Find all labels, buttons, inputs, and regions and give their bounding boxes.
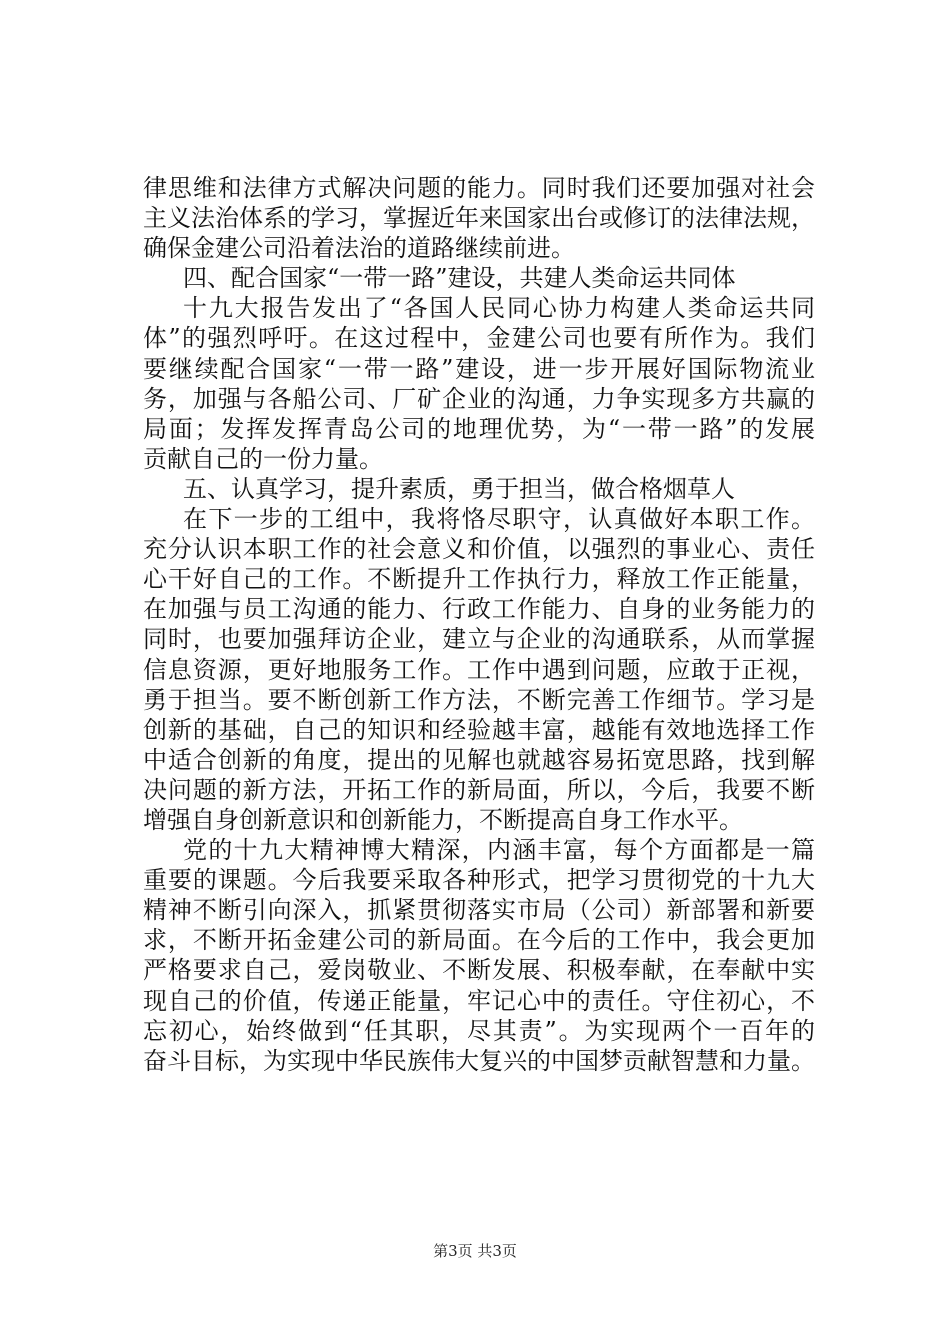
text-line: 心干好自己的工作。不断提升工作执行力，释放工作正能量， xyxy=(143,565,815,594)
text-line: 体”的强烈呼吁。在这过程中，金建公司也要有所作为。我们 xyxy=(143,324,815,353)
text-line: 现自己的价值，传递正能量，牢记心中的责任。守住初心，不 xyxy=(143,986,815,1015)
text-line: 在下一步的工组中，我将恪尽职守，认真做好本职工作。 xyxy=(183,505,815,534)
text-line: 信息资源，更好地服务工作。工作中遇到问题，应敢于正视， xyxy=(143,655,815,684)
text-line: 五、认真学习，提升素质，勇于担当，做合格烟草人 xyxy=(183,474,735,503)
document-body xyxy=(143,173,815,1076)
text-line: 十九大报告发出了“各国人民同心协力构建人类命运共同 xyxy=(183,294,815,323)
text-line: 要继续配合国家“一带一路”建设，进一步开展好国际物流业 xyxy=(143,354,815,383)
text-line: 创新的基础，自己的知识和经验越丰富，越能有效地选择工作 xyxy=(143,715,815,744)
text-line: 勇于担当。要不断创新工作方法，不断完善工作细节。学习是 xyxy=(143,685,815,714)
text-line: 重要的课题。今后我要采取各种形式，把学习贯彻党的十九大 xyxy=(143,866,815,895)
text-line: 局面；发挥发挥青岛公司的地理优势，为“一带一路”的发展 xyxy=(143,414,815,443)
page-footer: 第3页 共3页 xyxy=(433,1242,517,1260)
text-line: 同时，也要加强拜访企业，建立与企业的沟通联系，从而掌握 xyxy=(143,625,815,654)
text-line: 决问题的新方法，开拓工作的新局面，所以，今后，我要不断 xyxy=(143,775,815,804)
text-line: 主义法治体系的学习，掌握近年来国家出台或修订的法律法规， xyxy=(143,204,815,233)
text-line: 党的十九大精神博大精深，内涵丰富，每个方面都是一篇 xyxy=(183,836,815,865)
text-line: 求，不断开拓金建公司的新局面。在今后的工作中，我会更加 xyxy=(143,926,815,955)
text-line: 在加强与员工沟通的能力、行政工作能力、自身的业务能力的 xyxy=(143,595,815,624)
text-line: 充分认识本职工作的社会意义和价值，以强烈的事业心、责任 xyxy=(143,535,815,564)
text-line: 忘初心，始终做到“任其职，尽其责”。为实现两个一百年的 xyxy=(143,1016,815,1045)
text-line: 四、配合国家“一带一路”建设，共建人类命运共同体 xyxy=(183,264,736,293)
text-line: 贡献自己的一份力量。 xyxy=(143,444,383,473)
text-line: 增强自身创新意识和创新能力，不断提高自身工作水平。 xyxy=(143,805,743,834)
text-line: 务，加强与各船公司、厂矿企业的沟通，力争实现多方共赢的 xyxy=(143,384,815,413)
text-line: 奋斗目标，为实现中华民族伟大复兴的中国梦贡献智慧和力量。 xyxy=(143,1046,815,1075)
text-line: 中适合创新的角度，提出的见解也就越容易拓宽思路，找到解 xyxy=(143,745,815,774)
text-line: 确保金建公司沿着法治的道路继续前进。 xyxy=(143,234,575,263)
text-line: 精神不断引向深入，抓紧贯彻落实市局（公司）新部署和新要 xyxy=(143,896,815,925)
text-line: 律思维和法律方式解决问题的能力。同时我们还要加强对社会 xyxy=(143,174,815,202)
text-line: 严格要求自己，爱岗敬业、不断发展、积极奉献，在奉献中实 xyxy=(143,956,815,985)
